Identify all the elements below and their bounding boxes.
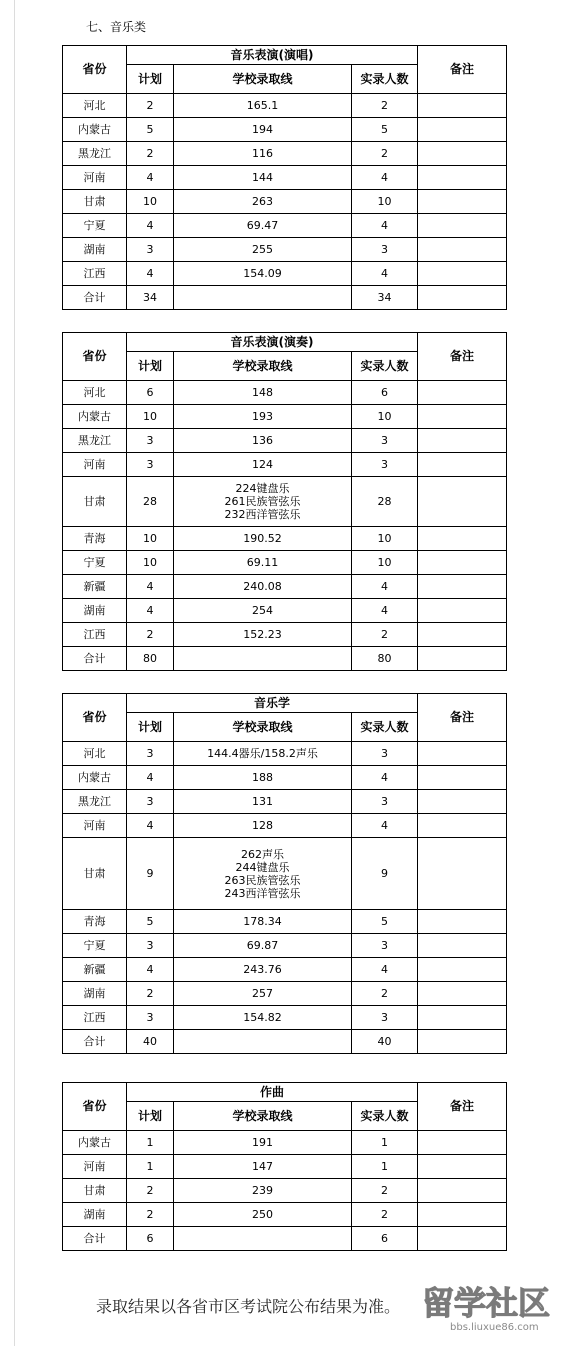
- province-cell: 内蒙古: [63, 1131, 127, 1155]
- plan-cell: 10: [127, 405, 174, 429]
- remark-cell: [418, 453, 507, 477]
- actual-cell: 4: [352, 262, 418, 286]
- province-cell: 河南: [63, 453, 127, 477]
- plan-cell: 34: [127, 286, 174, 310]
- score-cell: [174, 934, 352, 958]
- table-row: [63, 1227, 507, 1251]
- score-line: 69.11: [246, 556, 279, 569]
- header-actual: 实录人数: [352, 713, 418, 742]
- table-row: [63, 453, 507, 477]
- score-cell: [174, 118, 352, 142]
- actual-cell: 10: [352, 527, 418, 551]
- score-cell: [174, 742, 352, 766]
- header-plan: 计划: [127, 352, 174, 381]
- plan-cell: 4: [127, 958, 174, 982]
- table-row: [63, 910, 507, 934]
- province-cell: 江西: [63, 623, 127, 647]
- province-cell: 河南: [63, 1155, 127, 1179]
- plan-cell: 5: [127, 118, 174, 142]
- remark-cell: [418, 238, 507, 262]
- table-row: [63, 1006, 507, 1030]
- province-cell: 甘肃: [63, 838, 127, 910]
- score-cell: [174, 142, 352, 166]
- actual-cell: 3: [352, 790, 418, 814]
- remark-cell: [418, 429, 507, 453]
- remark-cell: [418, 1155, 507, 1179]
- province-cell: 河北: [63, 742, 127, 766]
- remark-cell: [418, 910, 507, 934]
- table-row: [63, 238, 507, 262]
- remark-cell: [418, 814, 507, 838]
- remark-cell: [418, 262, 507, 286]
- remark-cell: [418, 527, 507, 551]
- header-line: 学校录取线: [174, 713, 352, 742]
- actual-cell: 4: [352, 958, 418, 982]
- actual-cell: 3: [352, 429, 418, 453]
- header-province: 省份: [63, 333, 127, 381]
- actual-cell: 3: [352, 934, 418, 958]
- score-cell: [174, 790, 352, 814]
- province-cell: 甘肃: [63, 190, 127, 214]
- remark-cell: [418, 599, 507, 623]
- watermark-logo: [420, 1276, 570, 1336]
- table-row: [63, 1155, 507, 1179]
- score-cell: [174, 238, 352, 262]
- header-province: 省份: [63, 694, 127, 742]
- table-row: [63, 429, 507, 453]
- header-remark: 备注: [418, 1083, 507, 1131]
- remark-cell: [418, 575, 507, 599]
- score-cell: [174, 94, 352, 118]
- province-cell: 内蒙古: [63, 118, 127, 142]
- table-row: [63, 982, 507, 1006]
- header-line: 学校录取线: [174, 65, 352, 94]
- score-line: 154.82: [243, 1011, 282, 1024]
- major-title: 音乐表演(演唱): [127, 46, 418, 65]
- plan-cell: 4: [127, 599, 174, 623]
- plan-cell: 6: [127, 381, 174, 405]
- header-province: 省份: [63, 1083, 127, 1131]
- remark-cell: [418, 381, 507, 405]
- score-cell: [174, 405, 352, 429]
- table-row: [63, 575, 507, 599]
- remark-cell: [418, 1030, 507, 1054]
- plan-cell: 2: [127, 982, 174, 1006]
- score-cell: [174, 599, 352, 623]
- province-cell: 甘肃: [63, 1179, 127, 1203]
- plan-cell: 10: [127, 551, 174, 575]
- header-remark: 备注: [418, 694, 507, 742]
- score-cell: [174, 982, 352, 1006]
- score-line: 261民族管弦乐: [224, 495, 301, 508]
- plan-cell: 2: [127, 623, 174, 647]
- plan-cell: 2: [127, 94, 174, 118]
- score-line: 136: [252, 434, 273, 447]
- score-line: 240.08: [243, 580, 282, 593]
- remark-cell: [418, 142, 507, 166]
- score-cell: [174, 166, 352, 190]
- province-cell: 新疆: [63, 575, 127, 599]
- major-title: 音乐学: [127, 694, 418, 713]
- score-cell: [174, 910, 352, 934]
- plan-cell: 10: [127, 527, 174, 551]
- score-line: 244键盘乐: [235, 860, 290, 874]
- remark-cell: [418, 1203, 507, 1227]
- actual-cell: 9: [352, 838, 418, 910]
- remark-cell: [418, 647, 507, 671]
- score-line: 116: [252, 147, 273, 160]
- actual-cell: 2: [352, 623, 418, 647]
- table-row: [63, 814, 507, 838]
- header-remark: 备注: [418, 46, 507, 94]
- plan-cell: 6: [127, 1227, 174, 1251]
- score-cell: [174, 262, 352, 286]
- score-line: 255: [252, 243, 273, 256]
- score-cell: [174, 1179, 352, 1203]
- score-cell: [174, 477, 352, 527]
- score-line: 263民族管弦乐: [224, 873, 301, 887]
- score-line: 144.4器乐/158.2声乐: [207, 747, 318, 760]
- header-actual: 实录人数: [352, 65, 418, 94]
- table-row: [63, 1179, 507, 1203]
- score-line: 131: [252, 795, 273, 808]
- province-cell: 黑龙江: [63, 429, 127, 453]
- table-row: [63, 623, 507, 647]
- actual-cell: 4: [352, 599, 418, 623]
- plan-cell: 4: [127, 575, 174, 599]
- score-line: 224键盘乐: [235, 482, 290, 495]
- actual-cell: 5: [352, 118, 418, 142]
- header-actual: 实录人数: [352, 352, 418, 381]
- remark-cell: [418, 838, 507, 910]
- score-line: 254: [252, 604, 273, 617]
- table-row: [63, 118, 507, 142]
- score-cell: [174, 814, 352, 838]
- header-province: 省份: [63, 46, 127, 94]
- plan-cell: 4: [127, 262, 174, 286]
- remark-cell: [418, 982, 507, 1006]
- score-line: 144: [252, 171, 273, 184]
- plan-cell: 10: [127, 190, 174, 214]
- admission-table: [62, 1082, 507, 1251]
- province-cell: 湖南: [63, 982, 127, 1006]
- table-row: [63, 1030, 507, 1054]
- plan-cell: 40: [127, 1030, 174, 1054]
- actual-cell: 80: [352, 647, 418, 671]
- score-cell: [174, 551, 352, 575]
- score-line: 147: [252, 1160, 273, 1173]
- table-row: [63, 214, 507, 238]
- remark-cell: [418, 190, 507, 214]
- score-line: 193: [252, 410, 273, 423]
- table-row: [63, 1131, 507, 1155]
- score-cell: [174, 381, 352, 405]
- score-cell: [174, 527, 352, 551]
- actual-cell: 2: [352, 94, 418, 118]
- province-cell: 湖南: [63, 1203, 127, 1227]
- remark-cell: [418, 118, 507, 142]
- table-row: [63, 934, 507, 958]
- score-cell: [174, 286, 352, 310]
- actual-cell: 2: [352, 1203, 418, 1227]
- score-line: 262声乐: [241, 847, 284, 861]
- table-row: [63, 286, 507, 310]
- major-title: 作曲: [127, 1083, 418, 1102]
- table-row: [63, 166, 507, 190]
- actual-cell: 3: [352, 238, 418, 262]
- table-row: [63, 190, 507, 214]
- score-line: 69.87: [246, 939, 279, 952]
- province-cell: 宁夏: [63, 214, 127, 238]
- remark-cell: [418, 286, 507, 310]
- watermark-text: 留学社区: [422, 1284, 551, 1322]
- actual-cell: 10: [352, 551, 418, 575]
- actual-cell: 2: [352, 142, 418, 166]
- score-cell: [174, 214, 352, 238]
- score-line: 124: [252, 458, 273, 471]
- score-line: 263: [252, 195, 273, 208]
- section-title: 七、音乐类: [86, 20, 147, 34]
- actual-cell: 28: [352, 477, 418, 527]
- remark-cell: [418, 1227, 507, 1251]
- score-cell: [174, 429, 352, 453]
- province-cell: 合计: [63, 286, 127, 310]
- province-cell: 河南: [63, 166, 127, 190]
- score-cell: [174, 766, 352, 790]
- score-line: 250: [252, 1208, 273, 1221]
- header-plan: 计划: [127, 65, 174, 94]
- plan-cell: 4: [127, 814, 174, 838]
- actual-cell: 4: [352, 214, 418, 238]
- table-row: [63, 647, 507, 671]
- table-row: [63, 838, 507, 910]
- score-cell: [174, 1155, 352, 1179]
- province-cell: 青海: [63, 527, 127, 551]
- score-cell: [174, 1131, 352, 1155]
- score-cell: [174, 958, 352, 982]
- remark-cell: [418, 766, 507, 790]
- province-cell: 青海: [63, 910, 127, 934]
- score-cell: [174, 647, 352, 671]
- province-cell: 江西: [63, 1006, 127, 1030]
- actual-cell: 10: [352, 190, 418, 214]
- province-cell: 黑龙江: [63, 790, 127, 814]
- province-cell: 宁夏: [63, 934, 127, 958]
- page-margin-line: [14, 0, 15, 1346]
- major-title: 音乐表演(演奏): [127, 333, 418, 352]
- actual-cell: 10: [352, 405, 418, 429]
- score-line: 165.1: [246, 99, 279, 112]
- actual-cell: 2: [352, 982, 418, 1006]
- remark-cell: [418, 934, 507, 958]
- province-cell: 新疆: [63, 958, 127, 982]
- plan-cell: 80: [127, 647, 174, 671]
- province-cell: 河北: [63, 94, 127, 118]
- plan-cell: 3: [127, 429, 174, 453]
- table-row: [63, 262, 507, 286]
- score-cell: [174, 575, 352, 599]
- plan-cell: 3: [127, 238, 174, 262]
- plan-cell: 28: [127, 477, 174, 527]
- province-cell: 江西: [63, 262, 127, 286]
- actual-cell: 6: [352, 1227, 418, 1251]
- score-line: 148: [252, 386, 273, 399]
- table-row: [63, 477, 507, 527]
- plan-cell: 9: [127, 838, 174, 910]
- province-cell: 宁夏: [63, 551, 127, 575]
- table-row: [63, 1203, 507, 1227]
- actual-cell: 3: [352, 1006, 418, 1030]
- province-cell: 河南: [63, 814, 127, 838]
- actual-cell: 1: [352, 1155, 418, 1179]
- remark-cell: [418, 551, 507, 575]
- score-line: 69.47: [246, 219, 279, 232]
- remark-cell: [418, 214, 507, 238]
- table-row: [63, 766, 507, 790]
- province-cell: 河北: [63, 381, 127, 405]
- score-cell: [174, 1006, 352, 1030]
- score-cell: [174, 1203, 352, 1227]
- actual-cell: 2: [352, 1179, 418, 1203]
- score-cell: [174, 838, 352, 910]
- header-line: 学校录取线: [174, 352, 352, 381]
- score-cell: [174, 1030, 352, 1054]
- plan-cell: 3: [127, 453, 174, 477]
- province-cell: 合计: [63, 647, 127, 671]
- header-remark: 备注: [418, 333, 507, 381]
- header-line: 学校录取线: [174, 1102, 352, 1131]
- actual-cell: 4: [352, 814, 418, 838]
- score-line: 178.34: [243, 915, 282, 928]
- province-cell: 合计: [63, 1030, 127, 1054]
- plan-cell: 5: [127, 910, 174, 934]
- header-plan: 计划: [127, 1102, 174, 1131]
- remark-cell: [418, 1179, 507, 1203]
- score-line: 154.09: [243, 267, 282, 280]
- score-line: 191: [252, 1136, 273, 1149]
- remark-cell: [418, 623, 507, 647]
- score-cell: [174, 1227, 352, 1251]
- table-row: [63, 527, 507, 551]
- table-row: [63, 551, 507, 575]
- remark-cell: [418, 166, 507, 190]
- footer-note: 录取结果以各省市区考试院公布结果为准。: [96, 1297, 401, 1316]
- actual-cell: 40: [352, 1030, 418, 1054]
- actual-cell: 3: [352, 453, 418, 477]
- actual-cell: 5: [352, 910, 418, 934]
- watermark-url: bbs.liuxue86.com: [450, 1322, 539, 1333]
- plan-cell: 4: [127, 766, 174, 790]
- plan-cell: 3: [127, 790, 174, 814]
- remark-cell: [418, 94, 507, 118]
- actual-cell: 6: [352, 381, 418, 405]
- score-line: 232西洋管弦乐: [224, 508, 301, 521]
- actual-cell: 1: [352, 1131, 418, 1155]
- score-line: 188: [252, 771, 273, 784]
- plan-cell: 1: [127, 1131, 174, 1155]
- province-cell: 湖南: [63, 238, 127, 262]
- plan-cell: 2: [127, 1179, 174, 1203]
- actual-cell: 4: [352, 166, 418, 190]
- table-row: [63, 790, 507, 814]
- admission-table: [62, 693, 507, 1054]
- remark-cell: [418, 405, 507, 429]
- header-plan: 计划: [127, 713, 174, 742]
- table-row: [63, 405, 507, 429]
- score-line: 152.23: [243, 628, 282, 641]
- score-cell: [174, 453, 352, 477]
- score-line: 243.76: [243, 963, 282, 976]
- plan-cell: 3: [127, 934, 174, 958]
- score-line: 190.52: [243, 532, 282, 545]
- plan-cell: 1: [127, 1155, 174, 1179]
- table-row: [63, 381, 507, 405]
- score-line: 194: [252, 123, 273, 136]
- score-cell: [174, 623, 352, 647]
- table-row: [63, 142, 507, 166]
- province-cell: 合计: [63, 1227, 127, 1251]
- province-cell: 内蒙古: [63, 405, 127, 429]
- remark-cell: [418, 477, 507, 527]
- remark-cell: [418, 1131, 507, 1155]
- plan-cell: 3: [127, 1006, 174, 1030]
- remark-cell: [418, 742, 507, 766]
- actual-cell: 34: [352, 286, 418, 310]
- actual-cell: 4: [352, 575, 418, 599]
- score-line: 239: [252, 1184, 273, 1197]
- table-row: [63, 742, 507, 766]
- plan-cell: 4: [127, 214, 174, 238]
- remark-cell: [418, 790, 507, 814]
- admission-table: [62, 332, 507, 671]
- actual-cell: 3: [352, 742, 418, 766]
- remark-cell: [418, 958, 507, 982]
- plan-cell: 2: [127, 142, 174, 166]
- province-cell: 黑龙江: [63, 142, 127, 166]
- plan-cell: 4: [127, 166, 174, 190]
- header-actual: 实录人数: [352, 1102, 418, 1131]
- plan-cell: 2: [127, 1203, 174, 1227]
- score-cell: [174, 190, 352, 214]
- score-line: 243西洋管弦乐: [224, 886, 301, 900]
- province-cell: 甘肃: [63, 477, 127, 527]
- remark-cell: [418, 1006, 507, 1030]
- admission-table: [62, 45, 507, 310]
- province-cell: 内蒙古: [63, 766, 127, 790]
- actual-cell: 4: [352, 766, 418, 790]
- table-row: [63, 94, 507, 118]
- plan-cell: 3: [127, 742, 174, 766]
- score-line: 128: [252, 819, 273, 832]
- table-row: [63, 599, 507, 623]
- score-line: 257: [252, 987, 273, 1000]
- province-cell: 湖南: [63, 599, 127, 623]
- table-row: [63, 958, 507, 982]
